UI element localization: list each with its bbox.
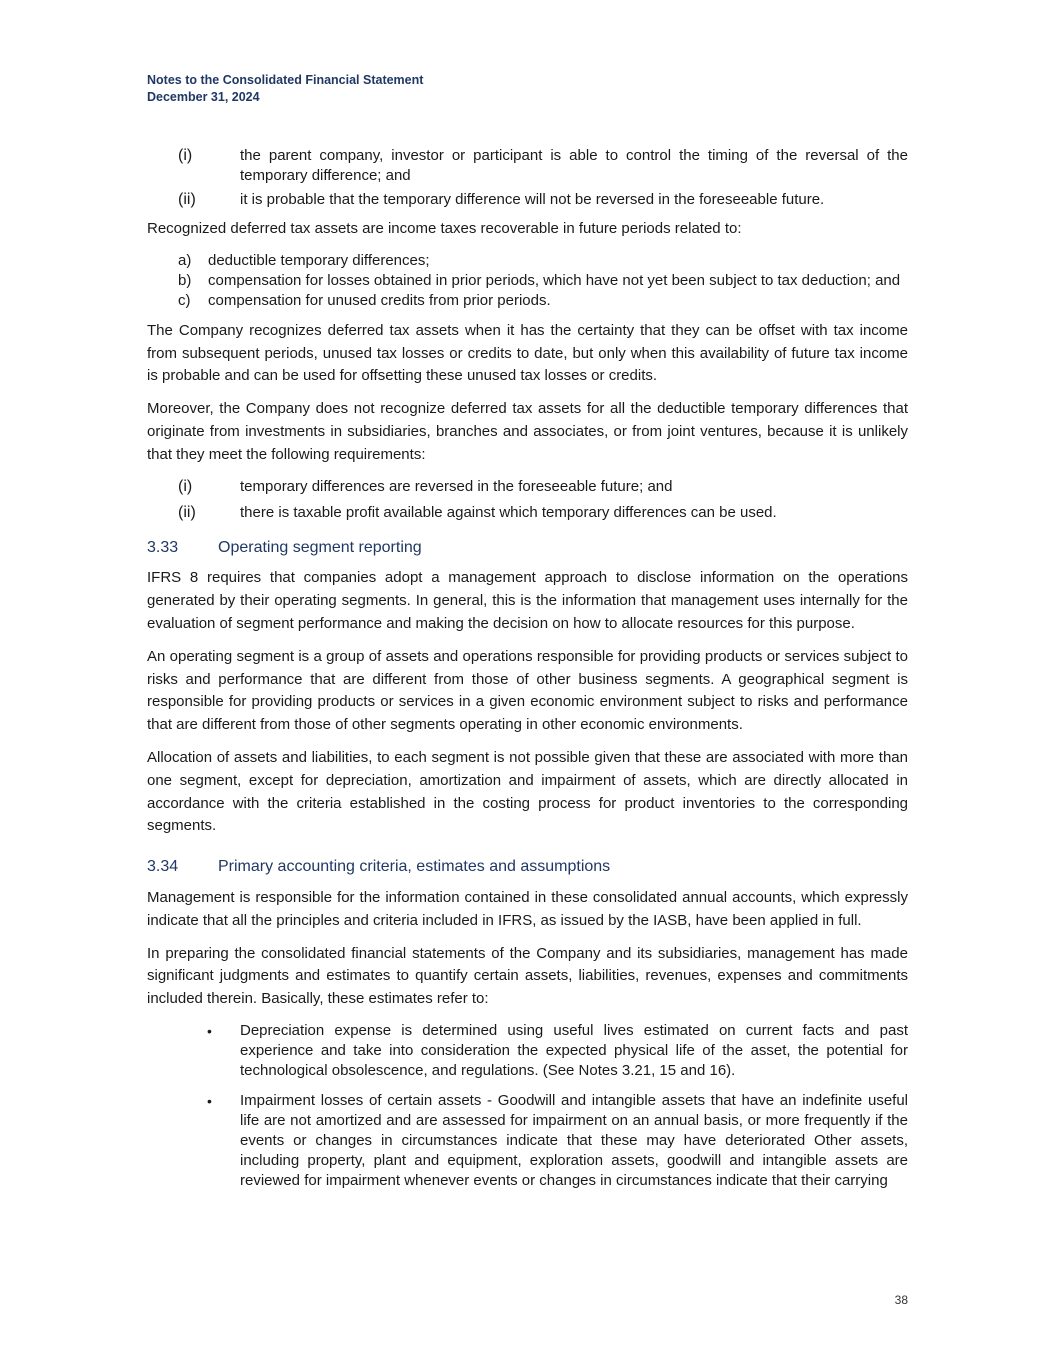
paragraph-operating-segment: An operating segment is a group of assets and operations responsible for providing products or services subject to risks and performance that are different from those of other business segments. A geographical segment is responsible for providing products or services in a given economic environment subject to risks and performance that are different from those of other segments operating in other economic environments.	[147, 647, 908, 734]
list-item-letter: a)	[178, 251, 192, 269]
section-title: Primary accounting criteria, estimates and assumptions	[218, 858, 611, 876]
list-item-letter: b)	[178, 271, 192, 289]
list-item-letter: c)	[178, 291, 191, 309]
section-number: 3.34	[147, 858, 179, 876]
list-item	[147, 251, 908, 271]
list-item-number: (ii)	[178, 191, 196, 208]
list-item-text: it is probable that the temporary difference will not be reversed in the foreseeable future.	[240, 191, 825, 208]
list-item-number: (i)	[178, 147, 193, 164]
paragraph-preparing: In preparing the consolidated financial statements of the Company and its subsidiaries, management has made significant judgments and estimates to quantify certain assets, liabilities, revenues, expenses and commitments included therein. Basically, these estimates refer to:	[147, 944, 908, 1008]
list-item-text: compensation for losses obtained in prior periods, which have not yet been subject to tax deduction; and	[208, 271, 901, 289]
list-item-text: temporary differences are reversed in the foreseeable future; and	[240, 477, 673, 495]
paragraph-allocation: Allocation of assets and liabilities, to each segment is not possible given that these are associated with more than one segment, except for depreciation, amortization and impairment of assets, which are directly allocated in accordance with the criteria established in the costing process for product inventories to the corresponding segments.	[147, 748, 908, 835]
list-item-number: (ii)	[178, 503, 196, 521]
list-item	[147, 271, 908, 291]
list-item-text: Impairment losses of certain assets - Goodwill and intangible assets that have an indefinite useful life are not amortized and are assessed for impairment on an annual basis, or more frequently if the events or changes in circumstances indicate that these may have deteriorated Other assets, including property, plant and equipment, exploration assets, goodwill and intangible assets are reviewed for impairment whenever events or changes in circumstances indicate that their carrying	[240, 1091, 908, 1189]
list-item-text: compensation for unused credits from prior periods.	[208, 291, 551, 309]
list-item	[147, 1091, 908, 1191]
bullet-list-estimates	[147, 1021, 908, 1191]
section-heading-3-33	[147, 537, 908, 560]
list-item	[147, 503, 908, 523]
section-title: Operating segment reporting	[218, 538, 422, 556]
header-title: Notes to the Consolidated Financial Statement	[147, 73, 424, 87]
paragraph-moreover: Moreover, the Company does not recognize deferred tax assets for all the deductible temporary differences that originate from investments in subsidiaries, branches and associates, or from joint ventures, because it is unlikely that they meet the following requirements:	[147, 400, 908, 463]
list-item-text: there is taxable profit available against which temporary differences can be used.	[240, 503, 777, 521]
bullet-icon: •	[207, 1022, 212, 1039]
section-number: 3.33	[147, 538, 179, 556]
roman-list-requirements	[147, 477, 908, 523]
paragraph-recognized: Recognized deferred tax assets are income taxes recoverable in future periods related to:	[147, 220, 742, 237]
paragraph-management: Management is responsible for the information contained in these consolidated annual accounts, which expressly indicate that all the principles and criteria included in IFRS, as issued by the IASB, have been applied in full.	[147, 888, 908, 929]
list-item	[147, 291, 908, 311]
list-item-text: Depreciation expense is determined using useful lives estimated on current facts and past experience and take into consideration the expected physical life of the asset, the potential for technological obsolescence, and regulations. (See Notes 3.21, 15 and 16).	[240, 1021, 908, 1079]
list-item-number: (i)	[178, 477, 193, 495]
alpha-list	[147, 251, 908, 311]
list-item	[147, 1021, 908, 1081]
body-content	[147, 146, 908, 1201]
list-item-text: deductible temporary differences;	[208, 251, 430, 269]
page-number: 38	[894, 1293, 908, 1307]
paragraph-company-recognizes: The Company recognizes deferred tax assets when it has the certainty that they can be offset with tax income from subsequent periods, unused tax losses or credits to date, but only when this availability of future tax income is probable and can be used for offsetting these unused tax losses or credits.	[147, 321, 908, 385]
header-date: December 31, 2024	[147, 90, 260, 104]
list-item	[147, 477, 908, 497]
page-header	[147, 72, 423, 106]
section-heading-3-34	[147, 856, 908, 879]
list-item-text: the parent company, investor or participant is able to control the timing of the reversal of the temporary difference; and	[240, 147, 908, 184]
roman-list-conditions	[147, 146, 908, 210]
list-item	[147, 146, 908, 186]
list-item	[147, 190, 908, 210]
bullet-icon: •	[207, 1092, 212, 1109]
paragraph-ifrs8: IFRS 8 requires that companies adopt a management approach to disclose information on the operations generated by their operating segments. In general, this is the information that management uses internally for the evaluation of segment performance and making the decision on how to allocate resources for this purpose.	[147, 569, 908, 632]
